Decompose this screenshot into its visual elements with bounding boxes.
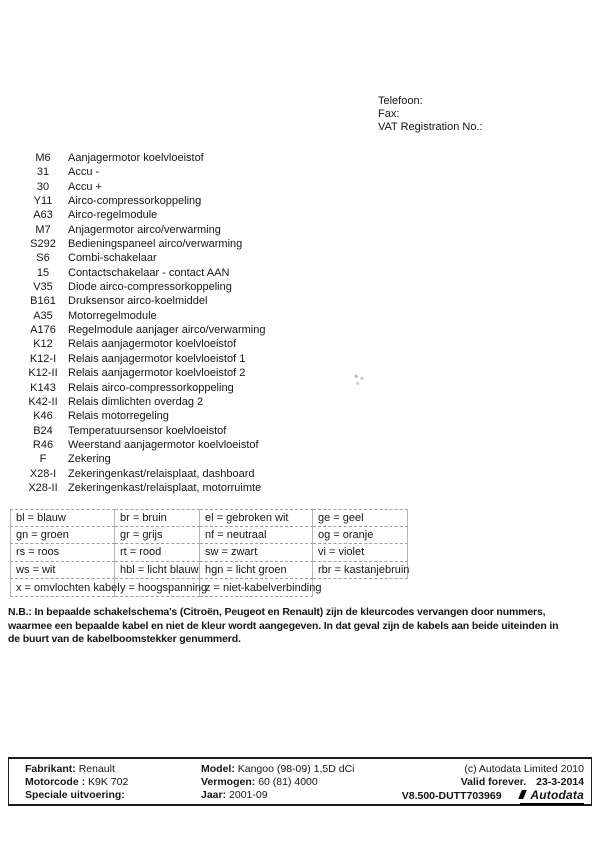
jaar-label: Jaar: — [201, 789, 227, 801]
component-description: Bedieningspaneel airco/verwarming — [68, 238, 243, 251]
component-code: M6 — [35, 152, 51, 164]
footer-vehicle-mid — [201, 763, 355, 802]
component-description: Relais aanjagermotor koelvloeistof 2 — [68, 367, 246, 380]
component-list-item — [24, 208, 384, 222]
jaar-row — [201, 789, 355, 802]
motorcode-label: Motorcode : — [25, 776, 86, 788]
color-code-cell: vi = violet — [313, 544, 408, 562]
footer-vehicle-left — [25, 763, 128, 802]
component-list-item — [24, 452, 384, 466]
component-list-item — [24, 165, 384, 179]
color-code-cell: nf = neutraal — [200, 527, 313, 545]
component-description: Zekering — [68, 453, 111, 466]
component-description: Diode airco-compressorkoppeling — [68, 281, 232, 294]
model-value: Kangoo (98-09) 1,5D dCi — [237, 763, 355, 775]
color-code-cell: hgn = licht groen — [200, 562, 313, 580]
nb-note-line: de buurt van de kabelboomstekker genummerd. — [8, 633, 241, 645]
component-list-item — [24, 180, 384, 194]
component-description: Zekeringenkast/relaisplaat, dashboard — [68, 467, 255, 480]
component-code: B24 — [33, 424, 53, 437]
component-list-item — [24, 223, 384, 237]
model-label: Model: — [201, 763, 235, 775]
table-row — [10, 562, 408, 580]
component-code: R46 — [32, 438, 54, 451]
component-description: Weerstand aanjagermotor koelvloeistof — [68, 438, 259, 451]
table-row — [10, 527, 408, 545]
component-list-item — [24, 438, 384, 452]
autodata-logo-text: Autodata — [530, 788, 584, 802]
component-code: K12 — [33, 338, 53, 351]
speciale-uitvoering-label: Speciale uitvoering: — [25, 789, 125, 801]
component-list-item — [24, 337, 384, 351]
vermogen-row — [201, 776, 355, 789]
component-code: 15 — [36, 266, 50, 279]
color-code-cell: og = oranje — [313, 527, 408, 545]
color-code-cell: gr = grijs — [115, 527, 200, 545]
component-list-item — [24, 467, 384, 481]
table-row — [10, 509, 408, 527]
component-list-item — [24, 294, 384, 308]
color-code-cell: sw = zwart — [200, 544, 313, 562]
component-list-item — [24, 424, 384, 438]
component-list-item — [24, 395, 384, 409]
vermogen-label: Vermogen: — [201, 776, 256, 788]
component-code: M7 — [35, 223, 51, 236]
component-code: 31 — [36, 166, 50, 179]
color-code-cell: hbl = licht blauw — [115, 562, 200, 580]
component-description: Relais aanjagermotor koelvloeistof 1 — [68, 352, 246, 365]
vermogen-value: 60 (81) 4000 — [258, 776, 318, 788]
contact-block — [378, 95, 483, 134]
component-description: Regelmodule aanjager airco/verwarming — [68, 324, 266, 337]
component-description: Temperatuursensor koelvloeistof — [68, 424, 227, 437]
component-code: A35 — [33, 309, 53, 322]
component-code: A176 — [30, 324, 56, 337]
component-description: Accu + — [68, 180, 102, 193]
component-list-item — [24, 352, 384, 366]
fabrikant-value: Renault — [78, 763, 115, 775]
component-code: K42-II — [28, 395, 58, 408]
component-code: K46 — [33, 410, 53, 423]
component-description: Combi-schakelaar — [68, 252, 157, 265]
component-list-item — [24, 280, 384, 294]
component-key-list — [24, 151, 384, 495]
component-list-item — [24, 251, 384, 265]
component-code: Y11 — [33, 195, 53, 208]
color-code-cell: rs = roos — [10, 544, 115, 562]
fax-label: Fax: — [378, 108, 400, 120]
component-description: Druksensor airco-koelmiddel — [68, 295, 208, 308]
component-list-item — [24, 237, 384, 251]
component-description: Accu - — [68, 166, 100, 179]
component-list-item — [24, 151, 384, 165]
valid-forever-label: Valid forever. — [460, 776, 527, 788]
component-list-item — [24, 381, 384, 395]
component-code: X28-II — [28, 481, 58, 494]
component-code: B161 — [30, 295, 56, 308]
valid-date: 23-3-2014 — [536, 776, 584, 788]
component-description: Relais motorregeling — [68, 410, 169, 423]
component-list-item — [24, 309, 384, 323]
jaar-value: 2001-09 — [229, 789, 268, 801]
footer-info-box — [8, 757, 592, 806]
nb-note-line: waarmee een bepaalde kabel en niet de kleur wordt aangegeven. In dat geval zijn de kabels aan beide uiteinden in — [8, 619, 559, 632]
motorcode-value: K9K 702 — [88, 776, 129, 788]
autodata-logo — [520, 789, 584, 805]
component-list-item — [24, 481, 384, 495]
component-list-item — [24, 194, 384, 208]
vat-label: VAT Registration No.: — [378, 121, 483, 133]
model-row — [201, 763, 355, 776]
component-description: Airco-compressorkoppeling — [68, 195, 202, 208]
color-code-cell: z = niet-kabelverbinding — [200, 579, 313, 597]
component-description: Motorregelmodule — [68, 309, 157, 322]
color-code-cell: rt = rood — [115, 544, 200, 562]
component-description: Zekeringenkast/relaisplaat, motorruimte — [68, 481, 262, 494]
color-code-cell: ge = geel — [313, 509, 408, 527]
nb-note-line: N.B.: In bepaalde schakelschema's (Citroën, Peugeot en Renault) zijn de kleurcodes vervangen door nummers, — [8, 606, 546, 618]
component-list-item — [24, 323, 384, 337]
component-description: Contactschakelaar - contact AAN — [68, 266, 230, 279]
component-description: Airco-regelmodule — [68, 209, 158, 222]
component-description: Relais airco-compressorkoppeling — [68, 381, 234, 394]
table-row — [10, 579, 408, 597]
component-code: A63 — [33, 209, 53, 222]
speciale-uitvoering-row — [25, 789, 128, 802]
nb-note — [8, 606, 596, 647]
footer-publisher-right — [402, 763, 584, 805]
wire-color-code-table — [10, 509, 408, 597]
fabrikant-row — [25, 763, 128, 776]
color-code-cell: el = gebroken wit — [200, 509, 313, 527]
component-code: X28-I — [29, 467, 57, 480]
color-code-cell: ws = wit — [10, 562, 115, 580]
autodata-logo-slash-icon — [519, 790, 528, 799]
color-code-cell: bl = blauw — [10, 509, 115, 527]
color-code-cell: rbr = kastanjebruin — [313, 562, 408, 580]
table-row — [10, 544, 408, 562]
component-code: 30 — [36, 180, 50, 193]
component-description: Relais aanjagermotor koelvloeistof — [68, 338, 237, 351]
fabrikant-label: Fabrikant: — [25, 763, 76, 775]
color-code-cell: gn = groen — [10, 527, 115, 545]
scan-artifact — [352, 372, 366, 386]
color-code-cell: x = omvlochten kabel — [10, 579, 115, 597]
component-code: S6 — [36, 252, 50, 265]
component-code: K12-I — [29, 352, 57, 365]
copyright-line: (c) Autodata Limited 2010 — [464, 763, 584, 775]
version-line — [402, 789, 584, 805]
telefoon-label: Telefoon: — [378, 95, 423, 107]
color-code-cell: y = hoogspanning — [115, 579, 200, 597]
component-description: Relais dimlichten overdag 2 — [68, 395, 204, 408]
version-number: V8.500-DUTT703969 — [401, 790, 502, 802]
component-list-item — [24, 366, 384, 380]
component-code: K143 — [30, 381, 56, 394]
component-list-item — [24, 409, 384, 423]
component-code: V35 — [33, 281, 53, 294]
component-code: F — [39, 453, 47, 466]
motorcode-row — [25, 776, 128, 789]
component-description: Anjagermotor airco/verwarming — [68, 223, 221, 236]
component-code: K12-II — [28, 367, 58, 380]
component-code: S292 — [30, 238, 56, 251]
component-description: Aanjagermotor koelvloeistof — [68, 152, 204, 164]
component-list-item — [24, 266, 384, 280]
color-code-cell: br = bruin — [115, 509, 200, 527]
